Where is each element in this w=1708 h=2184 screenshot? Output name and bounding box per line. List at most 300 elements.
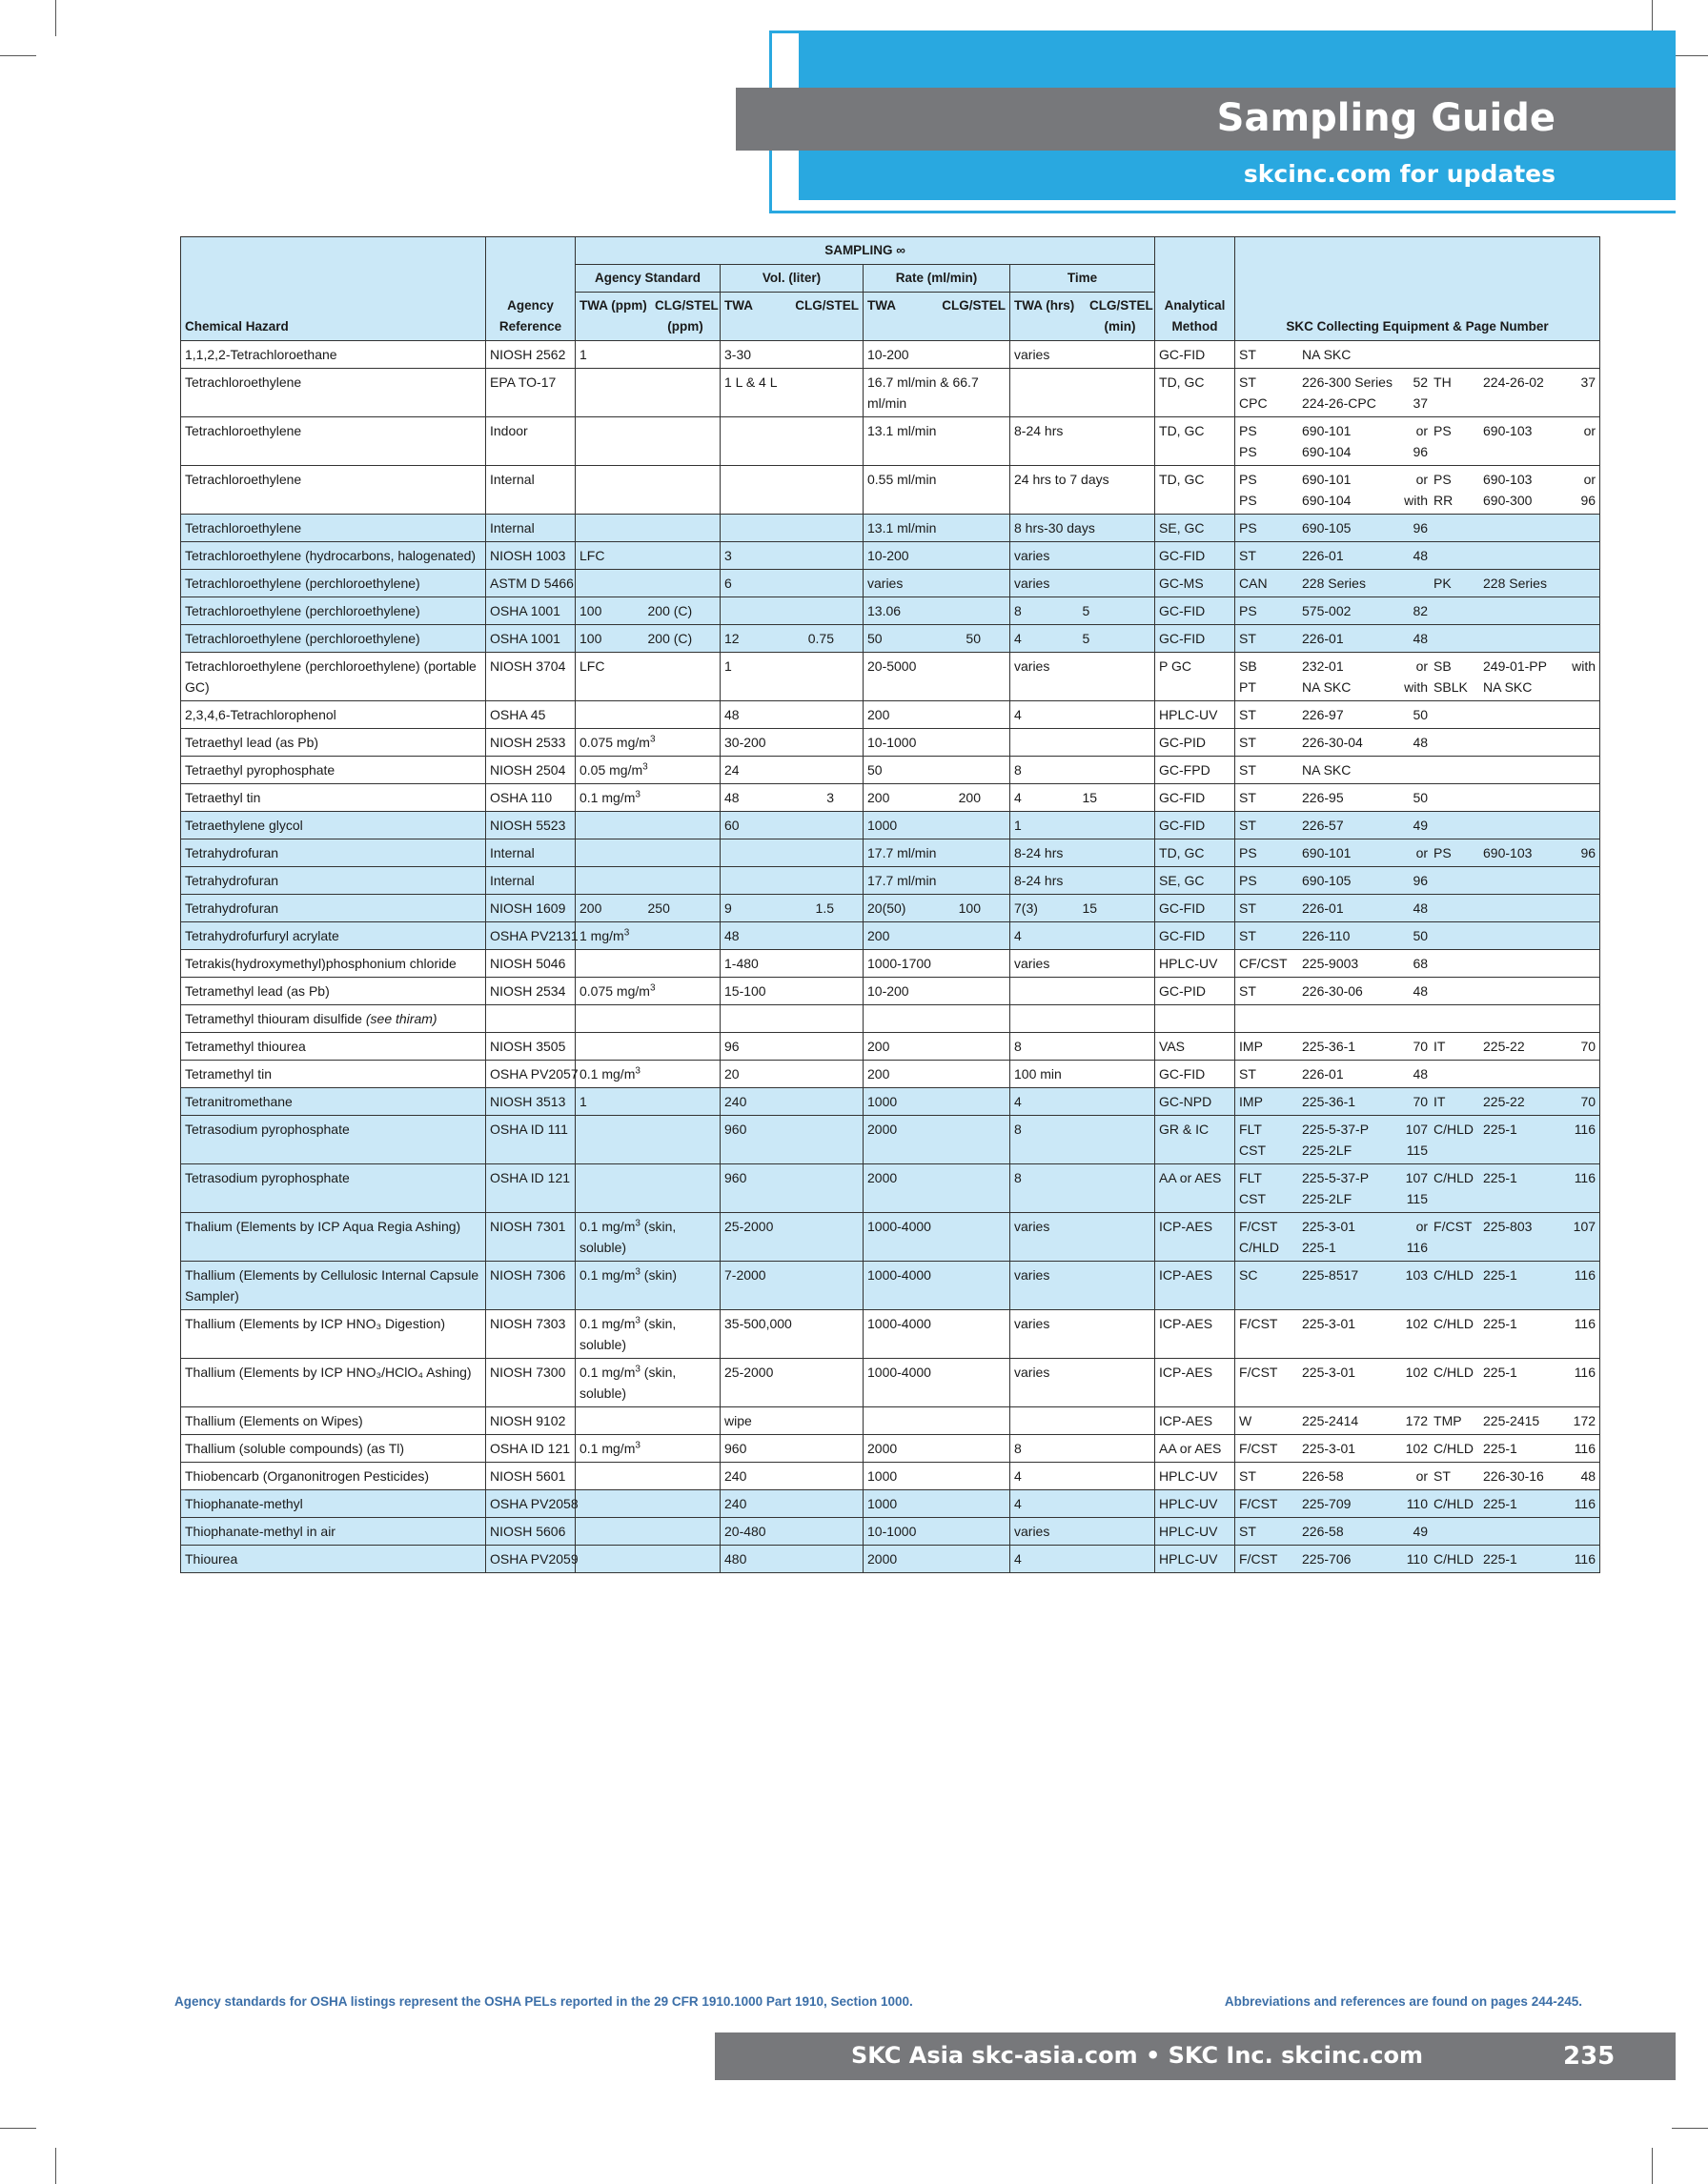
cell-agency-standard [576,369,721,417]
cell-agency-reference: Internal [486,515,576,542]
table-row [181,812,1600,839]
cell-time: varies [1010,570,1155,597]
cell-agency-standard [576,1164,721,1213]
cell-vol: 35-500,000 [721,1310,864,1359]
cell-time: 8-24 hrs [1010,417,1155,466]
cell-time [1010,1407,1155,1435]
cell-equipment: ST 226-01 48 [1235,542,1600,570]
cell-time: 1 [1010,812,1155,839]
cell-chemical-hazard: Tetrachloroethylene (hydrocarbons, halogenated) [181,542,486,570]
cell-chemical-hazard: Tetraethyl tin [181,784,486,812]
cell-rate: 200 [864,1061,1010,1088]
cell-rate [864,1005,1010,1033]
cell-time: 4 [1010,1546,1155,1573]
cell-analytical-method: HPLC-UV [1155,950,1235,978]
cell-agency-reference: EPA TO-17 [486,369,576,417]
cell-equipment: ST 226-58 or ST 226-30-16 48 [1235,1463,1600,1490]
cell-chemical-hazard: Thallium (Elements by Cellulosic Internal Capsule Sampler) [181,1262,486,1310]
cell-analytical-method: GC-PID [1155,729,1235,757]
cell-equipment: ST NA SKC [1235,757,1600,784]
cell-chemical-hazard: Tetraethylene glycol [181,812,486,839]
cell-rate: 16.7 ml/min & 66.7 ml/min [864,369,1010,417]
cell-time: varies [1010,1213,1155,1262]
subcol-rate: TWA CLG/STEL [864,293,1010,341]
cell-rate: 200 [864,1033,1010,1061]
cell-analytical-method: HPLC-UV [1155,701,1235,729]
cell-agency-standard: 1 [576,1088,721,1116]
cell-agency-reference: NIOSH 5523 [486,812,576,839]
cell-equipment: FLT 225-5-37-P 107 C/HLD 225-1 116 CST 225-2LF 115 [1235,1164,1600,1213]
header-band-top [799,30,1676,88]
cell-time: 4 [1010,1490,1155,1518]
cell-agency-standard: 0.1 $mg/m^3$ [576,1435,721,1463]
cell-equipment: F/CST 225-3-01 102 C/HLD 225-1 116 [1235,1359,1600,1407]
cell-agency-standard [576,1546,721,1573]
cell-agency-reference: Internal [486,867,576,895]
cell-agency-reference: NIOSH 7301 [486,1213,576,1262]
cell-vol [721,1005,864,1033]
table-row [181,417,1600,466]
cell-chemical-hazard: Tetranitromethane [181,1088,486,1116]
table-row [181,1213,1600,1262]
cell-rate: 10-200 [864,978,1010,1005]
cell-agency-standard: LFC [576,542,721,570]
cell-agency-reference: ASTM D 5466 [486,570,576,597]
cell-equipment: F/CST 225-3-01 102 C/HLD 225-1 116 [1235,1435,1600,1463]
cell-agency-standard [576,1463,721,1490]
table-row [181,597,1600,625]
cell-agency-standard [576,812,721,839]
cell-agency-standard [576,1407,721,1435]
cell-equipment: ST 226-97 50 [1235,701,1600,729]
cell-rate: 17.7 ml/min [864,839,1010,867]
cell-analytical-method: TD, GC [1155,369,1235,417]
cell-equipment: FLT 225-5-37-P 107 C/HLD 225-1 116 CST 225-2LF 115 [1235,1116,1600,1164]
cell-vol: 25-2000 [721,1213,864,1262]
cell-agency-reference: NIOSH 5606 [486,1518,576,1546]
footnote-abbreviations: Abbreviations and references are found on pages 244-245. [1224,1994,1582,2009]
cell-agency-reference: NIOSH 5046 [486,950,576,978]
cell-analytical-method: GC-PID [1155,978,1235,1005]
crop-mark [0,55,36,56]
cell-analytical-method [1155,1005,1235,1033]
table-row [181,466,1600,515]
cell-vol [721,597,864,625]
cell-rate: 13.1 ml/min [864,515,1010,542]
cell-time: 8 [1010,1116,1155,1164]
cell-agency-standard: 0.1 $mg/m^3$ (skin, soluble) [576,1359,721,1407]
table-row [181,341,1600,369]
cell-chemical-hazard: Thiophanate-methyl in air [181,1518,486,1546]
cell-agency-standard [576,839,721,867]
cell-analytical-method: ICP-AES [1155,1262,1235,1310]
cell-analytical-method: GR & IC [1155,1116,1235,1164]
table-row [181,1310,1600,1359]
crop-mark [55,2148,56,2184]
cell-analytical-method: GC-FID [1155,784,1235,812]
cell-agency-reference: NIOSH 5601 [486,1463,576,1490]
cell-vol [721,839,864,867]
col-analytical-method: Analytical Method [1155,237,1235,341]
cell-time: 8 [1010,1164,1155,1213]
table-row [181,895,1600,922]
cell-equipment: PS 690-101 or PS 690-103 or PS 690-104 96 [1235,417,1600,466]
cell-equipment: PS 690-101 or PS 690-103 96 [1235,839,1600,867]
cell-analytical-method: GC-FID [1155,922,1235,950]
cell-chemical-hazard: Tetrakis(hydroxymethyl)phosphonium chloride [181,950,486,978]
cell-analytical-method: TD, GC [1155,466,1235,515]
cell-vol: 25-2000 [721,1359,864,1407]
cell-rate: 20(50) 100 [864,895,1010,922]
cell-analytical-method: ICP-AES [1155,1359,1235,1407]
cell-agency-standard: 0.075 $mg/m^3$ [576,978,721,1005]
table-row [181,950,1600,978]
cell-agency-reference: OSHA 45 [486,701,576,729]
table-row [181,1088,1600,1116]
cell-chemical-hazard: Tetramethyl lead (as Pb) [181,978,486,1005]
cell-chemical-hazard: Thallium (soluble compounds) (as Tl) [181,1435,486,1463]
cell-chemical-hazard: Tetraethyl pyrophosphate [181,757,486,784]
cell-equipment: ST 226-30-06 48 [1235,978,1600,1005]
cell-rate: 1000 [864,1490,1010,1518]
cell-time: varies [1010,950,1155,978]
cell-rate: 2000 [864,1164,1010,1213]
cell-time: varies [1010,1359,1155,1407]
table-row [181,1435,1600,1463]
cell-chemical-hazard: Tetraethyl lead (as Pb) [181,729,486,757]
cell-analytical-method: GC-FID [1155,625,1235,653]
cell-time: 8 hrs-30 days [1010,515,1155,542]
cell-vol: 24 [721,757,864,784]
cell-vol [721,867,864,895]
cell-agency-standard [576,1518,721,1546]
cell-agency-standard [576,466,721,515]
cell-vol: 48 3 [721,784,864,812]
cell-agency-standard: 200 250 [576,895,721,922]
cell-time: 4 5 [1010,625,1155,653]
page-subtitle: skcinc.com for updates [1243,160,1556,188]
cell-chemical-hazard: Tetrachloroethylene [181,466,486,515]
cell-rate: varies [864,570,1010,597]
cell-analytical-method: HPLC-UV [1155,1463,1235,1490]
cell-chemical-hazard: Tetrasodium pyrophosphate [181,1164,486,1213]
cell-vol: 30-200 [721,729,864,757]
cell-time: varies [1010,653,1155,701]
cell-analytical-method: GC-FID [1155,597,1235,625]
cell-rate: 2000 [864,1546,1010,1573]
cell-equipment [1235,1005,1600,1033]
cell-time: 4 [1010,1463,1155,1490]
cell-agency-reference: NIOSH 1609 [486,895,576,922]
cell-agency-reference: OSHA PV2058 [486,1490,576,1518]
cell-chemical-hazard: Tetrahydrofurfuryl acrylate [181,922,486,950]
cell-agency-reference: Internal [486,839,576,867]
cell-rate: 0.55 ml/min [864,466,1010,515]
cell-chemical-hazard: Thallium (Elements by ICP HNO₃/HClO₄ Ashing) [181,1359,486,1407]
cell-equipment: ST 226-95 50 [1235,784,1600,812]
cell-analytical-method: GC-FID [1155,341,1235,369]
cell-rate: 2000 [864,1435,1010,1463]
cell-agency-standard [576,1116,721,1164]
col-agency-reference: Agency Reference [486,237,576,341]
cell-equipment: ST 226-01 48 [1235,625,1600,653]
cell-equipment: F/CST 225-709 110 C/HLD 225-1 116 [1235,1490,1600,1518]
footer-contact: SKC Asia skc-asia.com • SKC Inc. skcinc.com [851,2042,1423,2069]
cell-equipment: SB 232-01 or SB 249-01-PP with PT NA SKC with SBLK NA SKC [1235,653,1600,701]
col-vol: Vol. (liter) [721,265,864,293]
subcol-agency-standard: TWA (ppm) CLG/STEL (ppm) [576,293,721,341]
cell-agency-standard [576,417,721,466]
cell-vol: 960 [721,1164,864,1213]
crop-mark [1652,2148,1653,2184]
cell-time: 8 [1010,1033,1155,1061]
cell-time: 8 [1010,1435,1155,1463]
table-row [181,867,1600,895]
cell-time: varies [1010,542,1155,570]
cell-agency-standard [576,950,721,978]
cell-agency-reference: NIOSH 3704 [486,653,576,701]
col-time: Time [1010,265,1155,293]
cell-vol: 960 [721,1435,864,1463]
cell-analytical-method: HPLC-UV [1155,1518,1235,1546]
cell-agency-standard [576,867,721,895]
cell-analytical-method: GC-FPD [1155,757,1235,784]
cell-agency-reference: NIOSH 3505 [486,1033,576,1061]
cell-agency-standard: 0.05 $mg/m^3$ [576,757,721,784]
footnote-osha: Agency standards for OSHA listings represent the OSHA PELs reported in the 29 CFR 1910.1000 Part 1910, Section 1000. [174,1994,913,2009]
cell-agency-reference: OSHA 110 [486,784,576,812]
cell-equipment: W 225-2414 172 TMP 225-2415 172 [1235,1407,1600,1435]
table-row [181,757,1600,784]
cell-chemical-hazard: Tetrasodium pyrophosphate [181,1116,486,1164]
cell-equipment: ST NA SKC [1235,341,1600,369]
cell-equipment: F/CST 225-3-01 or F/CST 225-803 107 C/HLD 225-1 116 [1235,1213,1600,1262]
cell-equipment: F/CST 225-3-01 102 C/HLD 225-1 116 [1235,1310,1600,1359]
page-number: 235 [1563,2042,1616,2071]
cell-analytical-method: HPLC-UV [1155,1546,1235,1573]
cell-vol: 6 [721,570,864,597]
table-row [181,1262,1600,1310]
table-row [181,1518,1600,1546]
cell-vol [721,515,864,542]
cell-chemical-hazard: Tetrachloroethylene (perchloroethylene) (portable GC) [181,653,486,701]
table-row [181,978,1600,1005]
cell-vol: 48 [721,922,864,950]
cell-time: 8 [1010,757,1155,784]
table-row [181,701,1600,729]
cell-chemical-hazard: Tetrachloroethylene [181,515,486,542]
cell-equipment: PS 690-105 96 [1235,515,1600,542]
cell-agency-standard [576,1490,721,1518]
table-row [181,784,1600,812]
cell-agency-standard: 1 [576,341,721,369]
cell-chemical-hazard: Tetrachloroethylene (perchloroethylene) [181,597,486,625]
cell-agency-reference: OSHA 1001 [486,625,576,653]
cell-rate: 200 [864,701,1010,729]
cell-rate: 200 [864,922,1010,950]
cell-vol: 60 [721,812,864,839]
table-row [181,1164,1600,1213]
cell-equipment: SC 225-8517 103 C/HLD 225-1 116 [1235,1262,1600,1310]
cell-equipment: PS 575-002 82 [1235,597,1600,625]
col-agency-standard: Agency Standard [576,265,721,293]
cell-chemical-hazard: Tetramethyl tin [181,1061,486,1088]
cell-chemical-hazard: Tetrahydrofuran [181,867,486,895]
cell-analytical-method: ICP-AES [1155,1310,1235,1359]
cell-time: 4 [1010,1088,1155,1116]
cell-vol: 3 [721,542,864,570]
cell-chemical-hazard: Tetrachloroethylene [181,369,486,417]
cell-rate: 1000-4000 [864,1262,1010,1310]
table-row [181,922,1600,950]
cell-equipment: ST 226-58 49 [1235,1518,1600,1546]
cell-agency-reference: NIOSH 2534 [486,978,576,1005]
cell-analytical-method: GC-FID [1155,812,1235,839]
cell-equipment: IMP 225-36-1 70 IT 225-22 70 [1235,1033,1600,1061]
cell-rate: 10-200 [864,341,1010,369]
cell-vol: 96 [721,1033,864,1061]
cell-analytical-method: GC-NPD [1155,1088,1235,1116]
table-row [181,515,1600,542]
cell-chemical-hazard: Tetramethyl thiouram disulfide (see thiram) [181,1005,486,1033]
cell-equipment: F/CST 225-706 110 C/HLD 225-1 116 [1235,1546,1600,1573]
cell-agency-reference: OSHA PV2059 [486,1546,576,1573]
table-row [181,542,1600,570]
cell-vol: 20-480 [721,1518,864,1546]
cell-vol: 240 [721,1088,864,1116]
cell-rate: 13.06 [864,597,1010,625]
cell-time: 4 15 [1010,784,1155,812]
cell-agency-standard [576,1033,721,1061]
cell-analytical-method: SE, GC [1155,515,1235,542]
cell-vol [721,466,864,515]
cell-time: 4 [1010,922,1155,950]
table-row [181,369,1600,417]
cell-analytical-method: GC-MS [1155,570,1235,597]
cell-time: 7(3) 15 [1010,895,1155,922]
cell-time: varies [1010,1310,1155,1359]
cell-vol [721,417,864,466]
cell-analytical-method: GC-FID [1155,1061,1235,1088]
cell-rate: 1000-4000 [864,1213,1010,1262]
cell-time: 100 min [1010,1061,1155,1088]
cell-agency-standard: 100 200 (C) [576,597,721,625]
cell-vol: 15-100 [721,978,864,1005]
cell-vol: 3-30 [721,341,864,369]
cell-analytical-method: P GC [1155,653,1235,701]
cell-analytical-method: TD, GC [1155,839,1235,867]
crop-mark [1672,55,1708,56]
cell-analytical-method: AA or AES [1155,1164,1235,1213]
cell-rate: 10-1000 [864,1518,1010,1546]
cell-vol: wipe [721,1407,864,1435]
col-chemical-hazard: Chemical Hazard [181,237,486,341]
cell-vol: 960 [721,1116,864,1164]
cell-time: 8 5 [1010,597,1155,625]
cell-chemical-hazard: Thallium (Elements on Wipes) [181,1407,486,1435]
cell-analytical-method: VAS [1155,1033,1235,1061]
cell-agency-standard: 0.1 $mg/m^3$ (skin) [576,1262,721,1310]
table-row [181,1546,1600,1573]
cell-chemical-hazard: Thalium (Elements by ICP Aqua Regia Ashing) [181,1213,486,1262]
cell-agency-standard: 0.1 $mg/m^3$ [576,1061,721,1088]
cell-vol: 12 0.75 [721,625,864,653]
cell-agency-reference: OSHA ID 111 [486,1116,576,1164]
cell-rate: 50 [864,757,1010,784]
cell-equipment: ST 226-30-04 48 [1235,729,1600,757]
cell-rate: 13.1 ml/min [864,417,1010,466]
cell-agency-standard: 0.1 $mg/m^3$ (skin, soluble) [576,1310,721,1359]
cell-rate: 2000 [864,1116,1010,1164]
cell-agency-standard [576,701,721,729]
cell-vol: 1-480 [721,950,864,978]
table-row [181,1407,1600,1435]
cell-rate: 10-1000 [864,729,1010,757]
cell-rate: 17.7 ml/min [864,867,1010,895]
cell-time: varies [1010,1262,1155,1310]
cell-time: 24 hrs to 7 days [1010,466,1155,515]
table-body [181,341,1600,1573]
cell-equipment: PS 690-101 or PS 690-103 or PS 690-104 with RR 690-300 96 [1235,466,1600,515]
cell-vol: 1 [721,653,864,701]
cell-agency-standard: 0.075 $mg/m^3$ [576,729,721,757]
cell-agency-reference: Internal [486,466,576,515]
sampling-table [180,236,1600,1573]
crop-mark [1672,2128,1708,2129]
cell-time [1010,978,1155,1005]
cell-chemical-hazard: Tetramethyl thiourea [181,1033,486,1061]
cell-vol: 7-2000 [721,1262,864,1310]
cell-time [1010,369,1155,417]
cell-chemical-hazard: 1,1,2,2-Tetrachloroethane [181,341,486,369]
cell-agency-reference: NIOSH 2504 [486,757,576,784]
cell-vol: 9 1.5 [721,895,864,922]
subcol-time: TWA (hrs) CLG/STEL (min) [1010,293,1155,341]
cell-agency-reference: NIOSH 7303 [486,1310,576,1359]
cell-rate: 1000 [864,1463,1010,1490]
cell-time: varies [1010,341,1155,369]
cell-equipment: IMP 225-36-1 70 IT 225-22 70 [1235,1088,1600,1116]
cell-rate: 1000-4000 [864,1359,1010,1407]
col-rate: Rate (ml/min) [864,265,1010,293]
cell-rate: 1000 [864,812,1010,839]
table-row [181,1116,1600,1164]
cell-rate: 1000-4000 [864,1310,1010,1359]
cell-agency-standard: 0.1 $mg/m^3$ [576,784,721,812]
cell-equipment: PS 690-105 96 [1235,867,1600,895]
cell-analytical-method: TD, GC [1155,417,1235,466]
cell-agency-reference: OSHA PV2057 [486,1061,576,1088]
cell-agency-standard: 0.1 $mg/m^3$ (skin, soluble) [576,1213,721,1262]
cell-rate: 200 200 [864,784,1010,812]
cell-vol: 480 [721,1546,864,1573]
cell-analytical-method: AA or AES [1155,1435,1235,1463]
cell-analytical-method: GC-FID [1155,542,1235,570]
cell-chemical-hazard: Thallium (Elements by ICP HNO₃ Digestion) [181,1310,486,1359]
table-row [181,653,1600,701]
cell-vol: 48 [721,701,864,729]
cell-agency-standard [576,570,721,597]
cell-time: 8-24 hrs [1010,867,1155,895]
subcol-vol: TWA CLG/STEL [721,293,864,341]
cell-time [1010,729,1155,757]
cell-agency-standard: LFC [576,653,721,701]
cell-rate: 50 50 [864,625,1010,653]
cell-agency-reference: NIOSH 3513 [486,1088,576,1116]
cell-rate [864,1407,1010,1435]
cell-equipment: CAN 228 Series PK 228 Series [1235,570,1600,597]
cell-agency-reference: Indoor [486,417,576,466]
